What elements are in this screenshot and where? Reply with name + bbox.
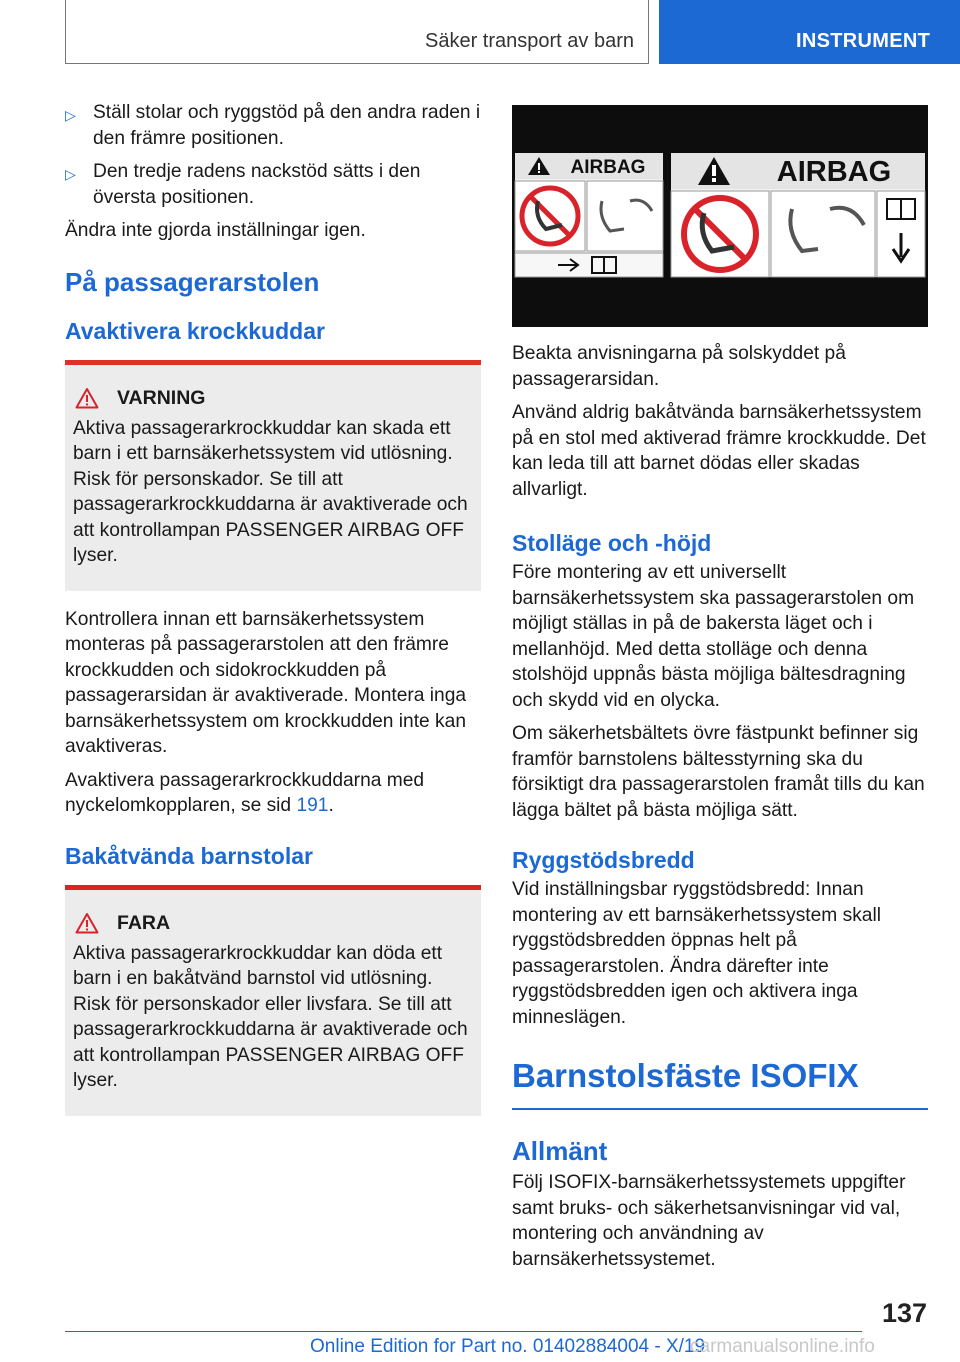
svg-text:AIRBAG: AIRBAG <box>570 157 646 178</box>
svg-text:AIRBAG: AIRBAG <box>776 156 892 188</box>
bullet-item <box>65 159 481 210</box>
paragraph: Använd aldrig bakåtvända barnsäkerhetssystem på en stol med aktiverad främre krockkudde. Det kan leda till att barnet dödas eller skadas allvarligt. <box>512 402 926 500</box>
warning-triangle-icon <box>75 387 99 409</box>
heading-rear-facing-seats: Bakåtvända barnstolar <box>65 842 313 869</box>
warning-text: Aktiva passagerarkrockkuddar kan skada ett barn i ett barnsäkerhetssystem vid utlösning. Risk för personskador. Se till att passagerarkrockkuddarna är avaktiverade och att kontrollampan PASSENGER AIRBAG OFF lyser. <box>73 417 468 566</box>
bullet-item <box>65 100 481 151</box>
heading-general: Allmänt <box>512 1136 608 1166</box>
bullet-text: Ställ stolar och ryggstöd på den andra raden i den främre positionen. <box>93 102 481 149</box>
footer-divider <box>65 1331 862 1332</box>
right-column <box>512 105 928 1280</box>
danger-triangle-icon <box>75 912 99 934</box>
page-number: 137 <box>881 1298 927 1328</box>
heading-backrest-width: Ryggstödsbredd <box>512 847 695 873</box>
heading-isofix: Barnstolsfäste ISOFIX <box>512 1056 928 1110</box>
paragraph: Följ ISOFIX-barnsäkerhetssystemets uppgifter samt bruks- och säkerhetsanvisningar vid val, montering och användning av barnsäkerhetssystemet. <box>512 1172 906 1270</box>
triangle-bullet-icon: ▷ <box>65 166 76 182</box>
heading-deactivate-airbags: Avaktivera krockkuddar <box>65 317 325 344</box>
page-reference-link[interactable]: 191 <box>296 795 329 816</box>
footer-watermark: carmanualsonline.info <box>690 1336 875 1357</box>
note-text: Ändra inte gjorda inställningar igen. <box>65 220 366 241</box>
heading-seat-position: Stolläge och -höjd <box>512 530 712 556</box>
left-column <box>65 100 481 1132</box>
triangle-bullet-icon: ▷ <box>65 107 76 123</box>
airbag-label-image <box>512 105 928 327</box>
danger-title <box>73 912 473 935</box>
danger-box <box>65 885 481 1116</box>
paragraph-with-link: Avaktivera passagerarkrockkuddarna med nyckelomkopplaren, se sid 191. <box>65 769 425 816</box>
paragraph: Före montering av ett universellt barnsäkerhetssystem ska passagerarstolen om möjligt ställas in på de bakersta läget och i mellanhöjd. Med detta stolläge och denna stolshöjd uppnås bästa möjliga bältesdragning och skydd vid en olycka. <box>512 562 915 711</box>
paragraph: Kontrollera innan ett barnsäkerhetssystem monteras på passagerarstolen att den främre krockkudden och sidokrockkudden på passagerarsidan är avaktiverade. Montera inga barnsäkerhetssystem om krockkudden inte kan avaktiveras. <box>65 608 467 757</box>
heading-passenger-seat: På passagerarstolen <box>65 266 320 297</box>
footer-edition: Online Edition for Part no. 01402884004 - X/19 <box>310 1336 706 1357</box>
header-section-box <box>65 0 649 64</box>
warning-box <box>65 360 481 591</box>
danger-label: FARA <box>117 911 171 934</box>
airbag-sticker-illustration <box>512 105 928 327</box>
warning-title <box>73 387 473 410</box>
paragraph: Om säkerhetsbältets övre fästpunkt befinner sig framför barnstolens bältesstyrning ska du försiktigt dra passagerarstolen framåt tills du kan lägga bältet på bästa möjliga sätt. <box>512 723 925 821</box>
paragraph: Vid inställningsbar ryggstödsbredd: Innan montering av ett barnsäkerhetssystem skall ryggstödsbredden öppnas helt på passagerarstolen. Ändra därefter inte ryggstödsbredden igen och aktivera inga minneslägen. <box>512 879 881 1028</box>
bullet-text: Den tredje radens nackstöd sätts i den översta positionen. <box>93 161 421 208</box>
header-chapter-tab: INSTRUMENT <box>659 0 960 64</box>
danger-text: Aktiva passagerarkrockkuddar kan döda ett barn i en bakåtvänd barnstol vid utlösning. Risk för personskador eller livsfara. Se till att passagerarkrockkuddarna är avaktiverade och att kontrollampan PASSENGER AIRBAG OFF lyser. <box>73 942 468 1091</box>
header-section-title: Säker transport av barn <box>425 30 634 52</box>
paragraph: Beakta anvisningarna på solskyddet på passagerarsidan. <box>512 343 846 390</box>
warning-label: VARNING <box>117 386 206 409</box>
